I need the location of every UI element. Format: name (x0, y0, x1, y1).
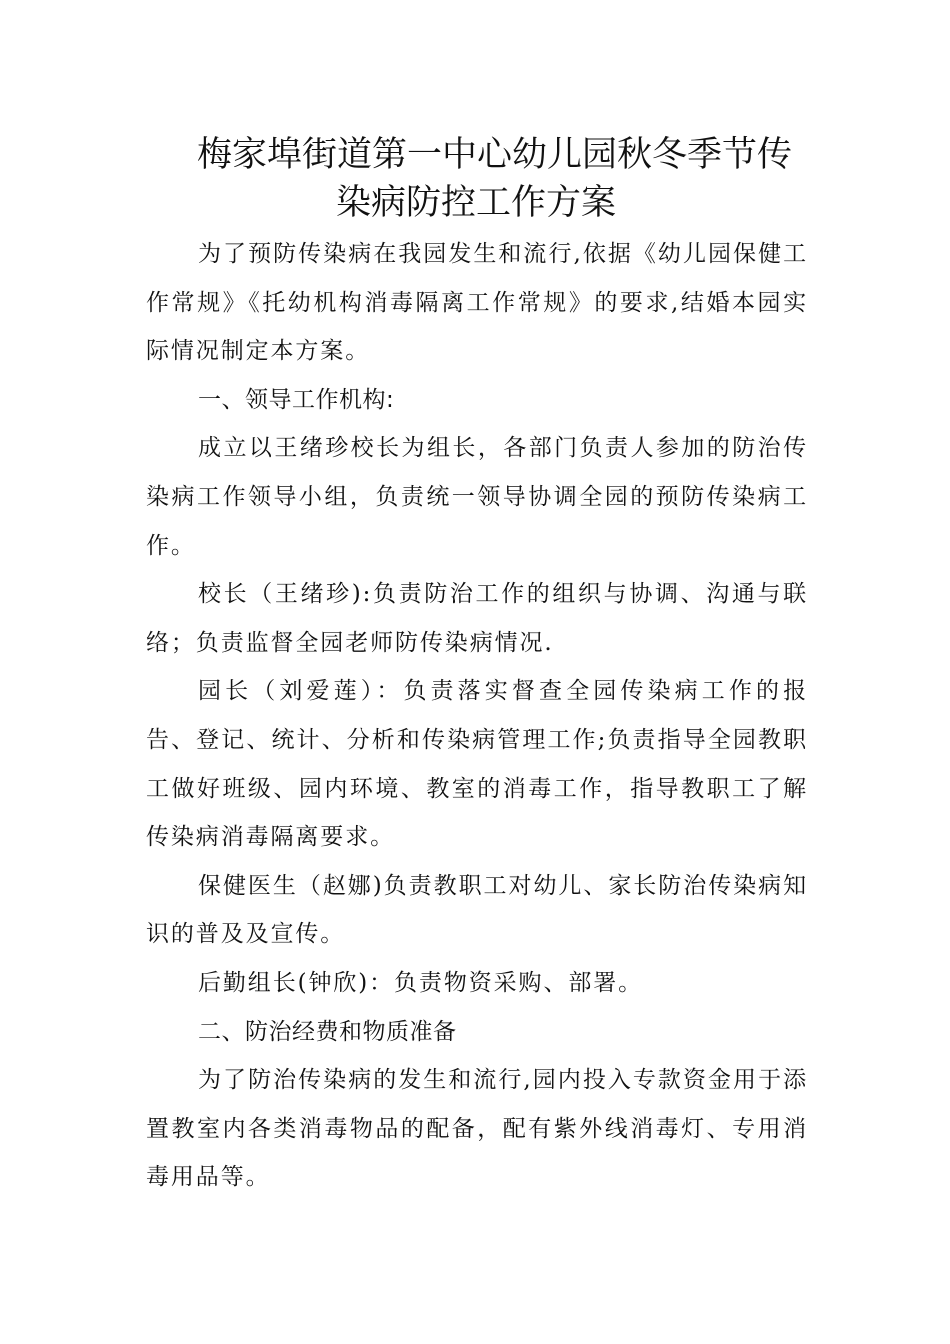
section-1-paragraph-1: 成立以王绪珍校长为组长，各部门负责人参加的防治传染病工作领导小组，负责统一领导协调全园的预防传染病工作。 (146, 435, 808, 559)
document-title-line-1: 梅家埠街道第一中心幼儿园秋冬季节传 (197, 135, 793, 175)
section-1-paragraph-4: 保健医生（赵娜)负责教职工对幼儿、家长防治传染病知识的普及及宣传。 (146, 872, 808, 948)
intro-paragraph: 为了预防传染病在我园发生和流行,依据《幼儿园保健工作常规》《托幼机构消毒隔离工作常规》的要求,结婚本园实际情况制定本方案。 (146, 241, 808, 365)
section-1-paragraph-5: 后勤组长(钟欣)：负责物资采购、部署。 (198, 969, 644, 996)
section-1-heading: 一、领导工作机构: (198, 386, 395, 413)
section-1-paragraph-3: 园长（刘爱莲）：负责落实督查全园传染病工作的报告、登记、统计、分析和传染病管理工作;负责指导全园教职工做好班级、园内环境、教室的消毒工作，指导教职工了解传染病消毒隔离要求。 (146, 678, 808, 851)
section-2-paragraph-1: 为了防治传染病的发生和流行,园内投入专款资金用于添置教室内各类消毒物品的配备，配有紫外线消毒灯、专用消毒用品等。 (146, 1067, 808, 1191)
section-2-heading: 二、防治经费和物质准备 (198, 1018, 457, 1045)
document-title-line-2: 染病防控工作方案 (336, 183, 617, 223)
section-1-paragraph-2: 校长（王绪珍):负责防治工作的组织与协调、沟通与联络；负责监督全园老师防传染病情况. (146, 581, 808, 656)
document-body (146, 230, 808, 1202)
